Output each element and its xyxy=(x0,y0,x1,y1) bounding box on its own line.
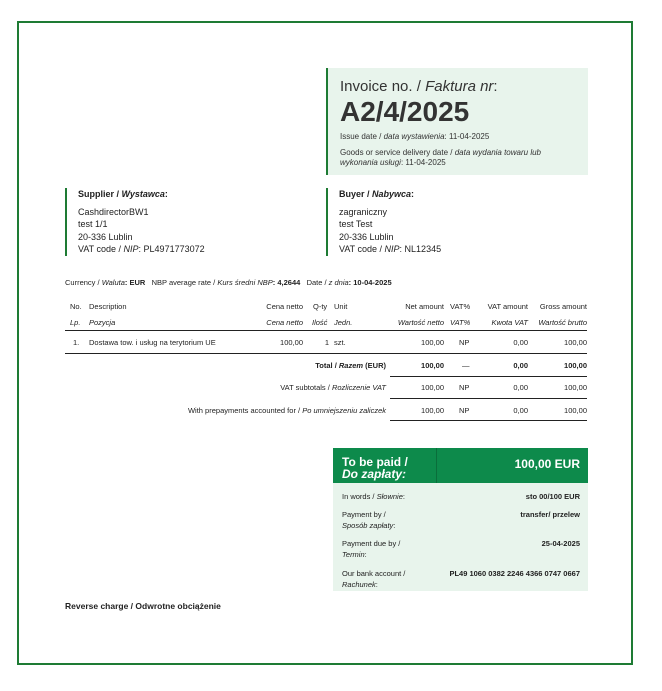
row-vat-amount: 0,00 xyxy=(513,338,528,347)
total-divider xyxy=(390,376,587,377)
account-value: PL49 1060 0382 2246 4366 0747 0667 xyxy=(449,569,580,578)
to-be-paid-amount: 100,00 EUR xyxy=(514,457,580,471)
header-vat-pct: VAT% xyxy=(450,302,471,311)
buyer-vat: VAT code / NIP: NL12345 xyxy=(339,244,442,254)
words-value: sto 00/100 EUR xyxy=(525,492,580,501)
invoice-title: Invoice no. / Faktura nr: xyxy=(340,78,498,95)
row-qty: 1 xyxy=(324,338,329,347)
buyer-name: zagraniczny xyxy=(339,206,388,217)
header-kwota-vat: Kwota VAT xyxy=(491,318,528,327)
to-be-paid-separator xyxy=(436,448,437,483)
subtotal-net: 100,00 xyxy=(421,383,444,392)
currency-line: Currency / Waluta: EUR NBP average rate / Kurs średni NBP: 4,2644 Date / z dnia: 10-04-2025 xyxy=(65,278,392,287)
words-label: In words / Słownie: xyxy=(342,492,405,501)
row-unit: szt. xyxy=(334,338,346,347)
header-description: Description xyxy=(89,302,127,311)
header-qty: Q-ty xyxy=(313,302,328,311)
prepay-divider xyxy=(390,420,587,421)
supplier-name: CashdirectorBW1 xyxy=(78,206,149,217)
to-be-paid-label: To be paid / Do zapłaty: xyxy=(342,455,408,481)
invoice-number: A2/4/2025 xyxy=(340,96,470,127)
header-jedn: Jedn. xyxy=(334,318,353,327)
header-ilosc: Ilość xyxy=(312,318,328,327)
buyer-address2: 20-336 Lublin xyxy=(339,231,394,242)
prepay-gross: 100,00 xyxy=(564,406,587,415)
header-gross: Gross amount xyxy=(539,302,587,311)
rows-divider xyxy=(65,353,587,354)
header-cena-netto: Cena netto xyxy=(266,318,303,327)
row-vat-pct: NP xyxy=(459,338,470,347)
row-gross: 100,00 xyxy=(564,338,587,347)
header-price: Cena netto xyxy=(266,302,303,311)
payment-details xyxy=(333,483,588,591)
row-net: 100,00 xyxy=(421,338,444,347)
header-wartosc-netto: Wartość netto xyxy=(397,318,444,327)
buyer-heading: Buyer / Nabywca: xyxy=(339,189,415,199)
supplier-address2: 20-336 Lublin xyxy=(78,231,133,242)
subtotal-gross: 100,00 xyxy=(564,383,587,392)
header-vat-pct-pl: VAT% xyxy=(450,318,471,327)
header-divider xyxy=(65,330,587,331)
due-value: 25-04-2025 xyxy=(541,539,580,548)
subtotal-vat-pct: NP xyxy=(459,383,470,392)
row-description: Dostawa tow. i usług na terytorium UE xyxy=(89,338,216,347)
prepay-vat-pct: NP xyxy=(459,406,470,415)
prepay-label: With prepayments accounted for / Po umniejszeniu zaliczek xyxy=(187,406,386,415)
subtotal-vat-amount: 0,00 xyxy=(513,383,528,392)
buyer-address1: test Test xyxy=(339,219,373,229)
total-vat-pct: — xyxy=(462,361,470,370)
supplier-address1: test 1/1 xyxy=(78,219,108,229)
due-label: Payment due by / Termin: xyxy=(342,539,401,559)
total-net: 100,00 xyxy=(421,361,444,370)
header-vat-amount: VAT amount xyxy=(487,302,528,311)
method-value: transfer/ przelew xyxy=(520,510,580,519)
subtotal-label: VAT subtotals / Rozliczenie VAT xyxy=(280,383,386,392)
row-no: 1. xyxy=(73,338,80,347)
header-wartosc-brutto: Wartość brutto xyxy=(538,318,587,327)
header-net: Net amount xyxy=(405,302,444,311)
total-gross: 100,00 xyxy=(564,361,587,370)
header-pozycja: Pozycja xyxy=(89,318,116,327)
subtotal-divider xyxy=(390,398,587,399)
reverse-charge-note: Reverse charge / Odwrotne obciążenie xyxy=(65,601,221,611)
supplier-heading: Supplier / Wystawca: xyxy=(78,189,168,199)
total-label: Total / Razem (EUR) xyxy=(315,361,386,370)
header-lp: Lp. xyxy=(70,318,81,327)
to-be-paid-header xyxy=(333,448,588,483)
account-label: Our bank account / Rachunek: xyxy=(342,569,406,589)
prepay-vat-amount: 0,00 xyxy=(513,406,528,415)
row-price: 100,00 xyxy=(280,338,303,347)
payment-account-row xyxy=(342,568,580,590)
method-label: Payment by / Sposób zapłaty: xyxy=(342,510,396,530)
payment-due-row xyxy=(342,538,580,560)
prepay-net: 100,00 xyxy=(421,406,444,415)
delivery-date: Goods or service delivery date / data wydania towaru lub wykonania usługi: 11-04-2025 xyxy=(340,148,541,167)
header-unit: Unit xyxy=(334,302,348,311)
supplier-vat: VAT code / NIP: PL4971773072 xyxy=(78,244,205,254)
total-vat-amount: 0,00 xyxy=(513,361,528,370)
payment-method-row xyxy=(342,509,580,531)
payment-words-row xyxy=(342,491,580,502)
header-no: No. xyxy=(70,302,82,311)
issue-date: Issue date / data wystawienia: 11-04-2025 xyxy=(340,132,490,141)
